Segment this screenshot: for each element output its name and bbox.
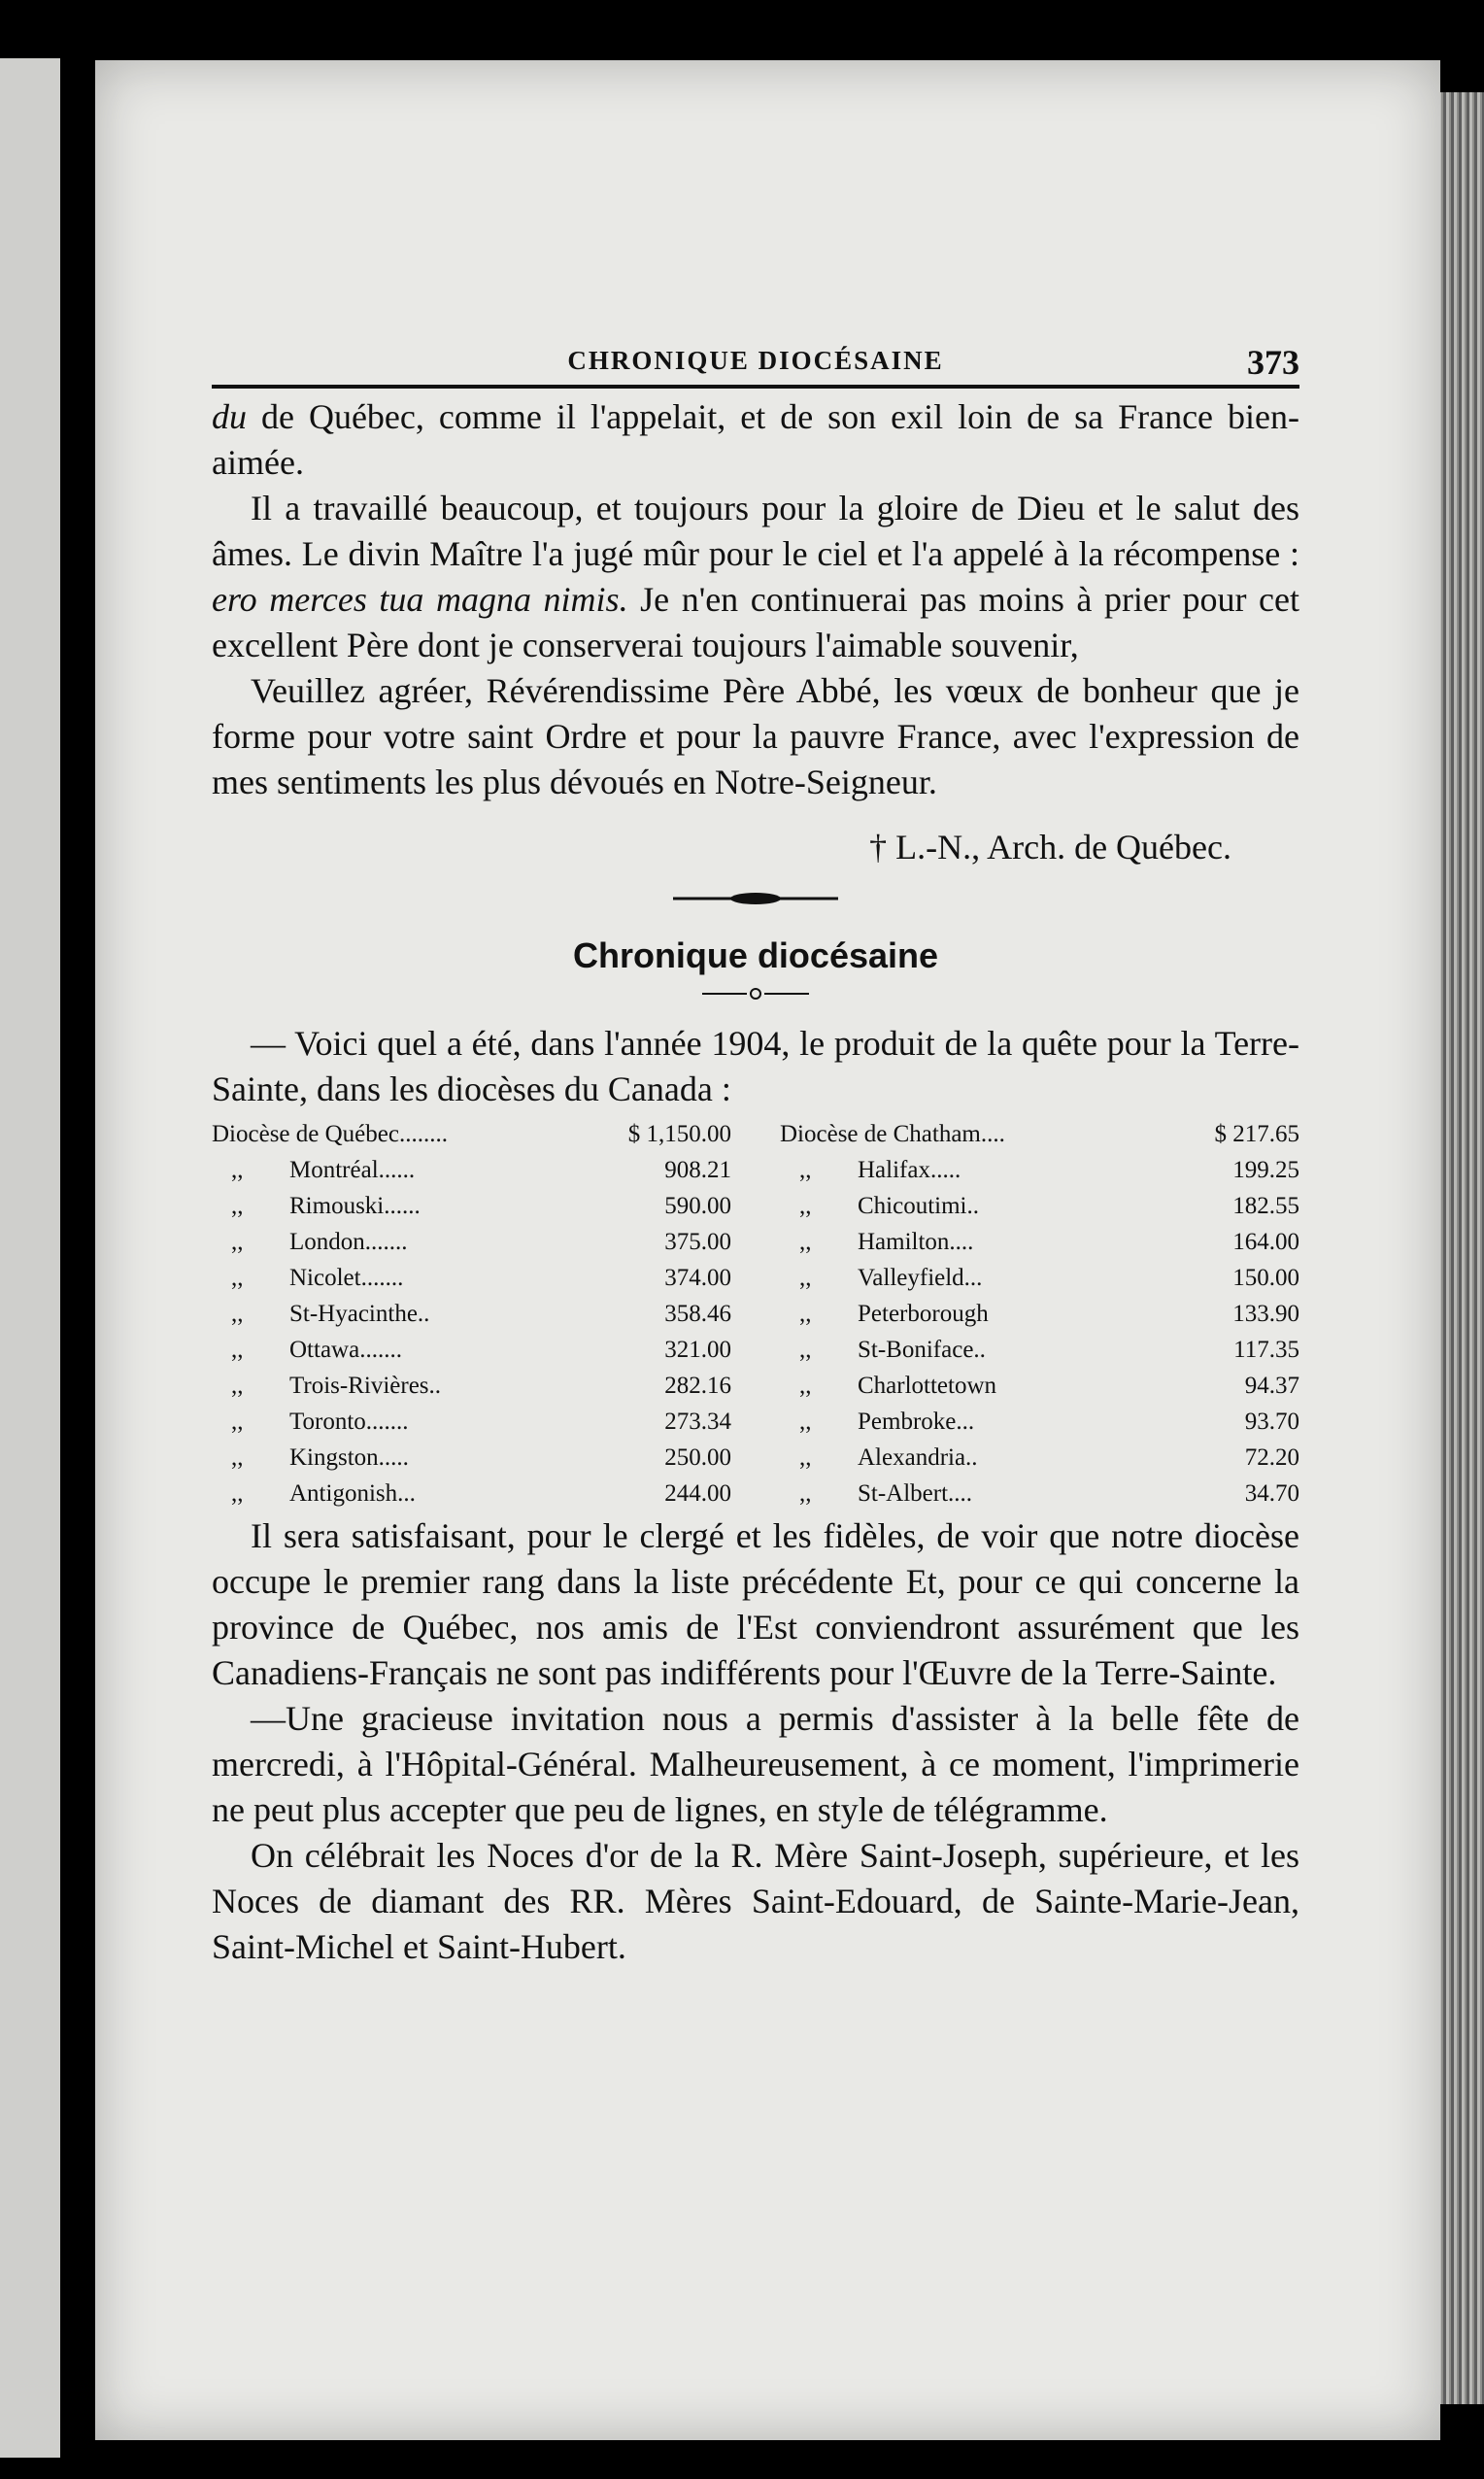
offering-row (780, 1440, 1299, 1476)
offerings-left-column (212, 1116, 731, 1511)
offering-amount: 72.20 (1244, 1444, 1299, 1471)
letter-paragraph-2-text-a: Il a travaillé beaucoup, et toujours pour la gloire de Dieu et le salut des âmes. Le divin Maître l'a jugé mûr pour le ciel et l'a appelé à la récompense : (212, 489, 1299, 573)
ditto-mark: ,, (231, 1337, 244, 1363)
offering-amount: 282.16 (664, 1373, 731, 1399)
diocese-name (780, 1152, 961, 1188)
diocese-label: Antigonish... (289, 1480, 416, 1507)
ditto-mark: ,, (231, 1480, 244, 1507)
offering-row (780, 1152, 1299, 1188)
offering-amount: 150.00 (1232, 1265, 1299, 1291)
diocese-name (780, 1368, 996, 1404)
diocese-label: Charlottetown (858, 1373, 997, 1399)
diocese-name (780, 1332, 986, 1368)
offering-row (780, 1116, 1299, 1152)
offering-row (780, 1224, 1299, 1260)
signature: † L.-N., Arch. de Québec. (869, 828, 1231, 866)
ditto-mark: ,, (799, 1337, 812, 1363)
offering-row (780, 1476, 1299, 1511)
facing-page-edge (0, 58, 60, 2458)
offering-amount: 321.00 (664, 1337, 731, 1363)
offering-row (212, 1404, 731, 1440)
letter-paragraph-2 (212, 486, 1299, 668)
offering-row (780, 1404, 1299, 1440)
offering-row (212, 1224, 731, 1260)
diocese-label: Peterborough (858, 1301, 989, 1327)
offering-row (212, 1152, 731, 1188)
offering-amount: 199.25 (1232, 1157, 1299, 1183)
diocese-name (780, 1188, 979, 1224)
diocese-label: Valleyfield... (858, 1265, 983, 1291)
offering-amount: 94.37 (1244, 1373, 1299, 1399)
offering-amount: 375.00 (664, 1229, 731, 1255)
diocese-label: Chicoutimi.. (858, 1193, 979, 1219)
diocese-label: Pembroke... (858, 1409, 975, 1435)
letter-paragraph-1-text: de Québec, comme il l'appelait, et de son exil loin de sa France bien-aimée. (212, 397, 1299, 482)
offering-amount: 34.70 (1244, 1480, 1299, 1507)
diocese-label: Halifax..... (858, 1157, 961, 1183)
diocese-name (780, 1224, 973, 1260)
ditto-mark: ,, (231, 1409, 244, 1435)
offering-amount: 164.00 (1232, 1229, 1299, 1255)
diocese-label: Kingston..... (289, 1444, 409, 1471)
diocese-label: Trois-Rivières.. (289, 1373, 442, 1399)
ditto-mark: ,, (799, 1229, 812, 1255)
offering-row (212, 1296, 731, 1332)
diocese-name (780, 1260, 982, 1296)
offering-row (780, 1260, 1299, 1296)
ornamental-divider (212, 889, 1299, 912)
diocese-name (212, 1440, 409, 1476)
offering-row (780, 1332, 1299, 1368)
ditto-mark: ,, (799, 1193, 812, 1219)
diocese-name (212, 1332, 402, 1368)
ditto-mark: ,, (231, 1373, 244, 1399)
ditto-mark: ,, (799, 1157, 812, 1183)
offering-row (212, 1440, 731, 1476)
running-head (212, 342, 1299, 389)
offering-amount: 358.46 (664, 1301, 731, 1327)
offering-row (212, 1476, 731, 1511)
offering-row (780, 1368, 1299, 1404)
diocese-label: Montréal...... (289, 1157, 416, 1183)
diocese-label: Diocèse de Québec........ (212, 1121, 448, 1147)
diocese-label: Nicolet....... (289, 1265, 404, 1291)
offering-amount: $ 217.65 (1214, 1121, 1299, 1147)
diocese-name (780, 1116, 1005, 1152)
page-number: 373 (1247, 343, 1299, 382)
ditto-mark: ,, (231, 1301, 244, 1327)
offering-row (212, 1116, 731, 1152)
offering-row (780, 1296, 1299, 1332)
intro-paragraph: — Voici quel a été, dans l'année 1904, le produit de la quête pour la Terre-Sainte, dans les diocèses du Canada : (212, 1024, 1299, 1108)
diocese-label: Diocèse de Chatham.... (780, 1121, 1005, 1147)
ditto-mark: ,, (799, 1373, 812, 1399)
offering-amount: 273.34 (664, 1409, 731, 1435)
diocese-name (212, 1152, 415, 1188)
diocese-name (212, 1116, 448, 1152)
ditto-mark: ,, (231, 1444, 244, 1471)
running-title: CHRONIQUE DIOCÉSAINE (567, 346, 944, 375)
diocese-label: Rimouski...... (289, 1193, 421, 1219)
diocese-label: Alexandria.. (858, 1444, 978, 1471)
diocese-label: St-Albert.... (858, 1480, 973, 1507)
letter-paragraph-1-italic-lead: du (212, 397, 247, 436)
page-content (212, 342, 1299, 1970)
latin-quote: ero merces tua magna nimis. (212, 580, 628, 619)
diocese-name (212, 1368, 441, 1404)
ditto-mark: ,, (799, 1480, 812, 1507)
closing-paragraph-2: —Une gracieuse invitation nous a permis d'assister à la belle fête de mercredi, à l'Hôpital-Général. Malheureusement, à ce moment, l'imprimerie ne peut plus accepter que peu de lignes, en style de télégramme. (212, 1699, 1299, 1829)
offering-amount: 182.55 (1232, 1193, 1299, 1219)
offering-amount: 908.21 (664, 1157, 731, 1183)
diocese-label: Toronto....... (289, 1409, 409, 1435)
offering-amount: 250.00 (664, 1444, 731, 1471)
diocese-name (780, 1296, 989, 1332)
ditto-mark: ,, (231, 1193, 244, 1219)
offering-amount: 374.00 (664, 1265, 731, 1291)
ditto-mark: ,, (231, 1265, 244, 1291)
diocese-name (212, 1224, 408, 1260)
offering-amount: 590.00 (664, 1193, 731, 1219)
diocese-label: Hamilton.... (858, 1229, 974, 1255)
diocese-name (212, 1296, 429, 1332)
offering-amount: 244.00 (664, 1480, 731, 1507)
offering-amount: 133.90 (1232, 1301, 1299, 1327)
ditto-mark: ,, (799, 1301, 812, 1327)
offering-row (212, 1188, 731, 1224)
diocese-name (212, 1476, 416, 1511)
ditto-mark: ,, (799, 1409, 812, 1435)
closing-paragraph-3: On célébrait les Noces d'or de la R. Mère Saint-Joseph, supérieure, et les Noces de diamant des RR. Mères Saint-Edouard, de Sainte-Marie-Jean, Saint-Michel et Saint-Hubert. (212, 1836, 1299, 1966)
book-page (95, 60, 1440, 2440)
diocese-name (780, 1440, 978, 1476)
ditto-mark: ,, (231, 1229, 244, 1255)
offerings-right-column (780, 1116, 1299, 1511)
letter-paragraph-3: Veuillez agréer, Révérendissime Père Abbé, les vœux de bonheur que je forme pour votre saint Ordre et pour la pauvre France, avec l'expression de mes sentiments les plus dévoués en Notre-Seigneur. (212, 671, 1299, 801)
closing-paragraph-1: Il sera satisfaisant, pour le clergé et les fidèles, de voir que notre diocèse occupe le premier rang dans la liste précédente Et, pour ce qui concerne la province de Québec, nos amis de l'Est conviendront assurément que les Canadiens-Français ne sont pas indifférents pour l'Œuvre de la Terre-Sainte. (212, 1516, 1299, 1692)
offering-amount: 93.70 (1244, 1409, 1299, 1435)
letter-paragraph-2-text-b: Je n'en continuerai pas moins à prier pour cet excellent Père dont je conserverai toujours l'aimable souvenir, (212, 580, 1299, 664)
diocese-name (780, 1404, 974, 1440)
diocese-name (212, 1188, 421, 1224)
offerings-table (212, 1116, 1299, 1511)
ditto-mark: ,, (799, 1444, 812, 1471)
diocese-label: St-Boniface.. (858, 1337, 986, 1363)
ditto-mark: ,, (799, 1265, 812, 1291)
diocese-name (212, 1260, 403, 1296)
diocese-name (780, 1476, 972, 1511)
letter-paragraph-1 (212, 394, 1299, 486)
offering-amount: $ 1,150.00 (627, 1121, 731, 1147)
offering-amount: 117.35 (1233, 1337, 1299, 1363)
ditto-mark: ,, (231, 1157, 244, 1183)
section-title: Chronique diocésaine (572, 935, 939, 975)
small-divider (212, 984, 1299, 1011)
offering-row (212, 1260, 731, 1296)
diocese-name (212, 1404, 409, 1440)
offering-row (212, 1368, 731, 1404)
diocese-label: London....... (289, 1229, 408, 1255)
diocese-label: St-Hyacinthe.. (289, 1301, 430, 1327)
offering-row (780, 1188, 1299, 1224)
offering-row (212, 1332, 731, 1368)
diocese-label: Ottawa....... (289, 1337, 402, 1363)
